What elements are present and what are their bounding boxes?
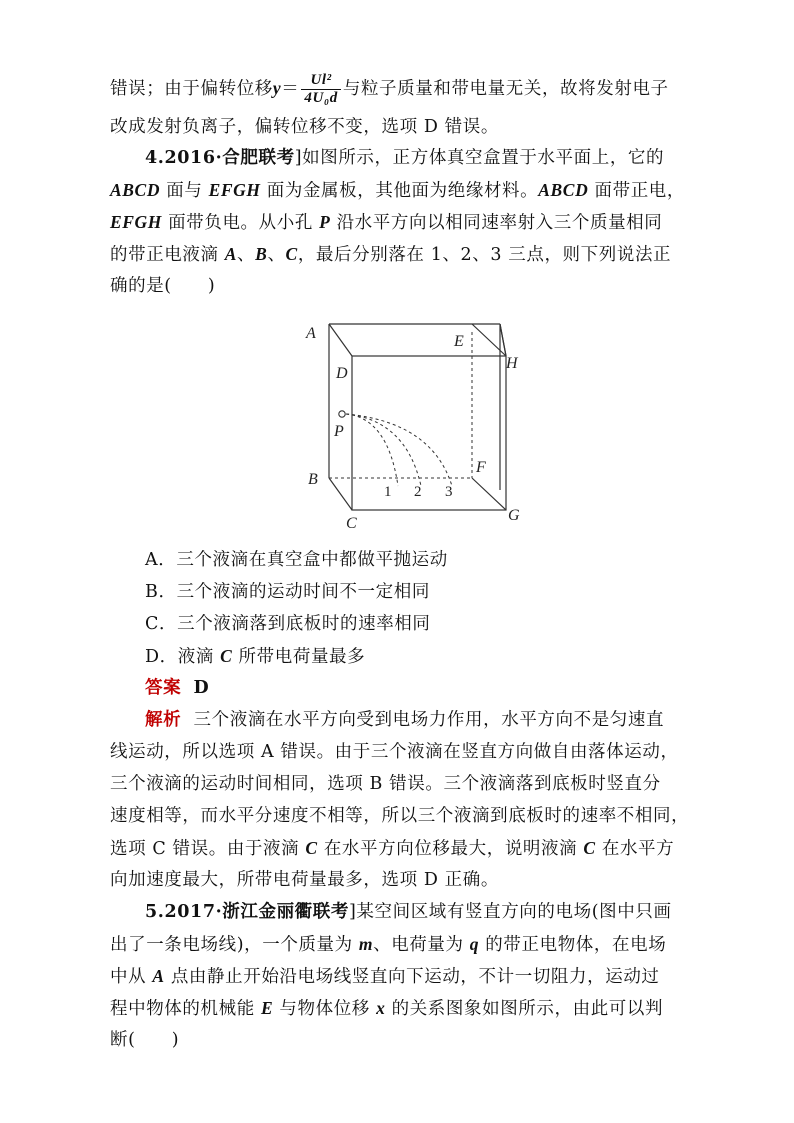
label-g: G [508, 507, 520, 524]
var-y: y [272, 78, 282, 98]
var: ABCD [110, 180, 161, 200]
text: 选项 C 错误。由于液滴 [110, 839, 306, 859]
edge [329, 324, 352, 356]
q5-number: 5. [145, 902, 165, 922]
prev-solution-line-2: 改成发射负离子，偏转位移不变，选项 D 错误。 [110, 117, 499, 137]
q5-line-2 [110, 932, 700, 957]
var: C [285, 244, 298, 264]
label-2: 2 [414, 484, 422, 500]
var: EFGH [208, 180, 261, 200]
label-p: P [334, 423, 344, 440]
text: 的带正电物体，在电场 [479, 935, 667, 955]
trajectory-1 [346, 414, 398, 486]
option-a [145, 548, 735, 572]
analysis-line-5 [110, 836, 700, 861]
var: E [260, 998, 274, 1018]
option-key: C． [145, 614, 178, 634]
q4-number: 4. [145, 148, 165, 168]
label-a: A [306, 325, 316, 342]
analysis-line-2: 线运动，所以选项 A 错误。由于三个液滴在竖直方向做自由落体运动， [110, 742, 679, 762]
var: C [305, 838, 318, 858]
label-1: 1 [384, 484, 392, 500]
text: 面与 [160, 181, 209, 201]
label-c: C [346, 515, 357, 532]
option-key: B． [145, 582, 177, 602]
text: 面带正电， [588, 181, 685, 201]
var: m [358, 934, 374, 954]
label-d: D [336, 365, 348, 382]
text: 、电荷量为 [373, 935, 470, 955]
var: EFGH [110, 212, 162, 232]
deflection-formula [301, 72, 340, 107]
front-face [352, 356, 506, 510]
label-h: H [506, 355, 518, 372]
cube-figure [300, 310, 540, 542]
label-e: E [454, 333, 464, 350]
q5-line-3 [110, 964, 700, 989]
text: 在水平方向位移最大，说明液滴 [317, 839, 584, 859]
formula-denominator: 4U₀d [304, 90, 338, 106]
text: ，最后分别落在 1、2、3 三点，则下列说法正 [297, 245, 672, 265]
analysis-line-6: 向加速度最大，所带电荷量最多，选项 D 正确。 [110, 870, 499, 890]
q5-line-4 [110, 996, 700, 1021]
text: 在水平方 [595, 839, 675, 859]
text: 沿水平方向以相同速率射入三个质量相同 [330, 213, 663, 233]
text: ]如图所示，正方体真空盒置于水平面上，它的 [294, 148, 665, 168]
trajectory-2 [346, 414, 421, 486]
var: B [255, 244, 268, 264]
label-f: F [476, 459, 486, 476]
q4-line-4 [110, 242, 700, 267]
text: 面为金属板，其他面为绝缘材料。 [260, 181, 539, 201]
prev-solution-line-1 [110, 72, 700, 107]
answer-line [145, 676, 735, 700]
hole-p [339, 411, 345, 417]
text: ]某空间区域有竖直方向的电场(图中只画 [348, 902, 672, 922]
label-3: 3 [445, 484, 453, 500]
text: 程中物体的机械能 [110, 999, 261, 1019]
equals-sign: ＝ [281, 79, 300, 99]
text: 三个液滴在水平方向受到电场力作用，水平方向不是匀速直 [193, 710, 665, 730]
analysis-label: 解析 [145, 710, 182, 730]
q5-line-5: 断( ) [110, 1030, 180, 1050]
option-text: 三个液滴落到底板时的速率相同 [177, 614, 431, 634]
analysis-line-3: 三个液滴的运动时间相同，选项 B 错误。三个液滴落到底板时竖直分 [110, 774, 661, 794]
option-c [145, 612, 735, 636]
var: P [319, 212, 331, 232]
analysis-line-1 [145, 708, 735, 732]
q4-line-2 [110, 178, 700, 203]
text: 出了一条电场线)，一个质量为 [110, 935, 359, 955]
option-text: 液滴 [177, 647, 221, 667]
text: 、 [237, 245, 256, 265]
analysis-line-4: 速度相等，而水平分速度不相等，所以三个液滴到底板时的速率不相同， [110, 806, 690, 826]
edge [329, 478, 352, 510]
option-key: D． [145, 647, 178, 667]
var: A [152, 966, 165, 986]
q4-source: 2016·合肥联考 [164, 148, 295, 168]
answer-value: D [193, 678, 210, 698]
cube-diagram [300, 310, 540, 542]
option-text: 三个液滴的运动时间不一定相同 [176, 582, 430, 602]
text: 点由静止开始沿电场线竖直向下运动，不计一切阻力，运动过 [164, 967, 660, 987]
var: C [583, 838, 596, 858]
edge [472, 478, 506, 510]
label-b: B [308, 471, 318, 488]
answer-label: 答案 [145, 678, 182, 698]
text: 中从 [110, 967, 153, 987]
option-text: 所带电荷量最多 [232, 647, 366, 667]
q4-line-3 [110, 210, 700, 235]
formula-numerator: Ul² [301, 72, 340, 90]
text: 的关系图象如图所示，由此可以判 [385, 999, 664, 1019]
var: C [220, 646, 233, 666]
text: 与物体位移 [273, 999, 377, 1019]
trajectory-3 [346, 414, 452, 486]
text: 、 [267, 245, 286, 265]
option-d [145, 644, 735, 669]
option-b [145, 580, 735, 604]
text: 的带正电液滴 [110, 245, 225, 265]
text: 与粒子质量和带电量无关，故将发射电子 [342, 79, 669, 99]
q4-line-1 [145, 146, 735, 170]
text: 错误；由于偏转位移 [110, 79, 273, 99]
q5-line-1 [145, 900, 735, 924]
var: A [224, 244, 238, 264]
text: 面带负电。从小孔 [162, 213, 320, 233]
q5-source: 2017·浙江金丽衢联考 [164, 902, 349, 922]
var: q [469, 934, 480, 954]
option-key: A． [145, 550, 177, 570]
q4-line-5: 确的是( ) [110, 276, 216, 296]
option-text: 三个液滴在真空盒中都做平抛运动 [176, 550, 448, 570]
var: x [376, 998, 386, 1018]
var: ABCD [538, 180, 589, 200]
